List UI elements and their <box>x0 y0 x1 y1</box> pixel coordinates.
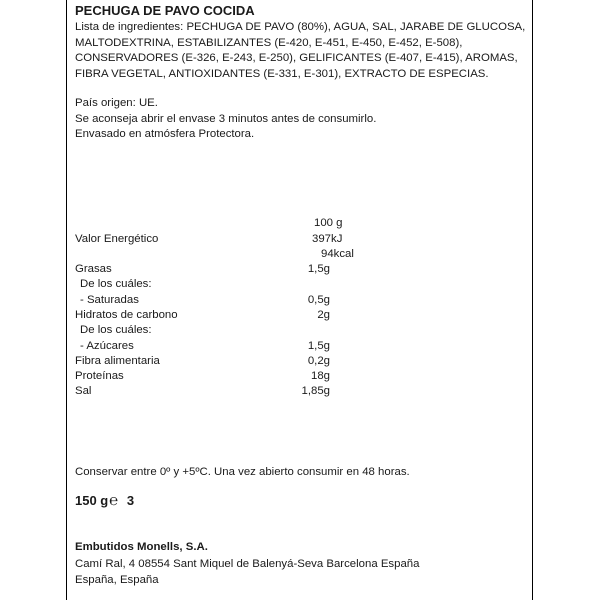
company-name: Embutidos Monells, S.A. <box>75 541 208 553</box>
units-count: 3 <box>126 493 135 508</box>
nutrition-row-value: 2g <box>317 309 330 321</box>
nutrition-row-label: Fibra alimentaria <box>75 355 160 367</box>
nutrition-row-value: 1,5g <box>307 263 330 275</box>
nutrition-row-label: De los cuáles: <box>80 278 152 290</box>
estimated-sign-icon: ℮ <box>109 492 119 509</box>
nutrition-row-label: Proteínas <box>75 370 124 382</box>
nutrition-header: 100 g <box>314 217 343 229</box>
nutrition-row-label: Hidratos de carbono <box>75 309 178 321</box>
company-country: España, España <box>75 574 159 586</box>
origin-text: País origen: UE. <box>75 97 158 109</box>
nutrition-row-value: 1,5g <box>307 340 330 352</box>
energy-label: Valor Energético <box>75 233 159 245</box>
nutrition-row-label: Grasas <box>75 263 112 275</box>
net-weight <box>75 493 134 508</box>
nutrition-row-value: 0,5g <box>307 294 330 306</box>
net-weight-value: 150 g <box>75 493 109 508</box>
product-title: PECHUGA DE PAVO COCIDA <box>75 3 255 18</box>
ingredients-list: Lista de ingredientes: PECHUGA DE PAVO (80%), AGUA, SAL, JARABE DE GLUCOSA, MALTODEXTRINA, ESTABILIZANTES (E-420, E-451, E-450, E-452, E-508), CONSERVADORES (E-326, E-243, E-250), GELIFICANTES (E-407, E-415), AROMAS, FIBRA VEGETAL, ANTIOXIDANTES (E-331, E-301), EXTRACTO DE ESPECIAS. <box>75 21 526 80</box>
company-address: Camí Ral, 4 08554 Sant Miquel de Balenyá-Seva Barcelona España <box>75 558 420 570</box>
packaging-text: Envasado en atmósfera Protectora. <box>75 128 255 140</box>
advice-text: Se aconseja abrir el envase 3 minutos antes de consumirlo. <box>75 113 377 125</box>
nutrition-row-label: De los cuáles: <box>80 324 152 336</box>
nutrition-row-label: - Azúcares <box>80 340 134 352</box>
nutrition-row-value: 1,85g <box>301 385 330 397</box>
energy-kcal: 94kcal <box>321 248 354 260</box>
nutrition-row-value: 18g <box>310 370 330 382</box>
storage-text: Conservar entre 0º y +5ºC. Una vez abierto consumir en 48 horas. <box>75 466 410 478</box>
nutrition-row-label: - Saturadas <box>80 294 139 306</box>
nutrition-row-label: Sal <box>75 385 92 397</box>
nutrition-row-value: 0,2g <box>307 355 330 367</box>
energy-kj: 397kJ <box>312 233 343 245</box>
